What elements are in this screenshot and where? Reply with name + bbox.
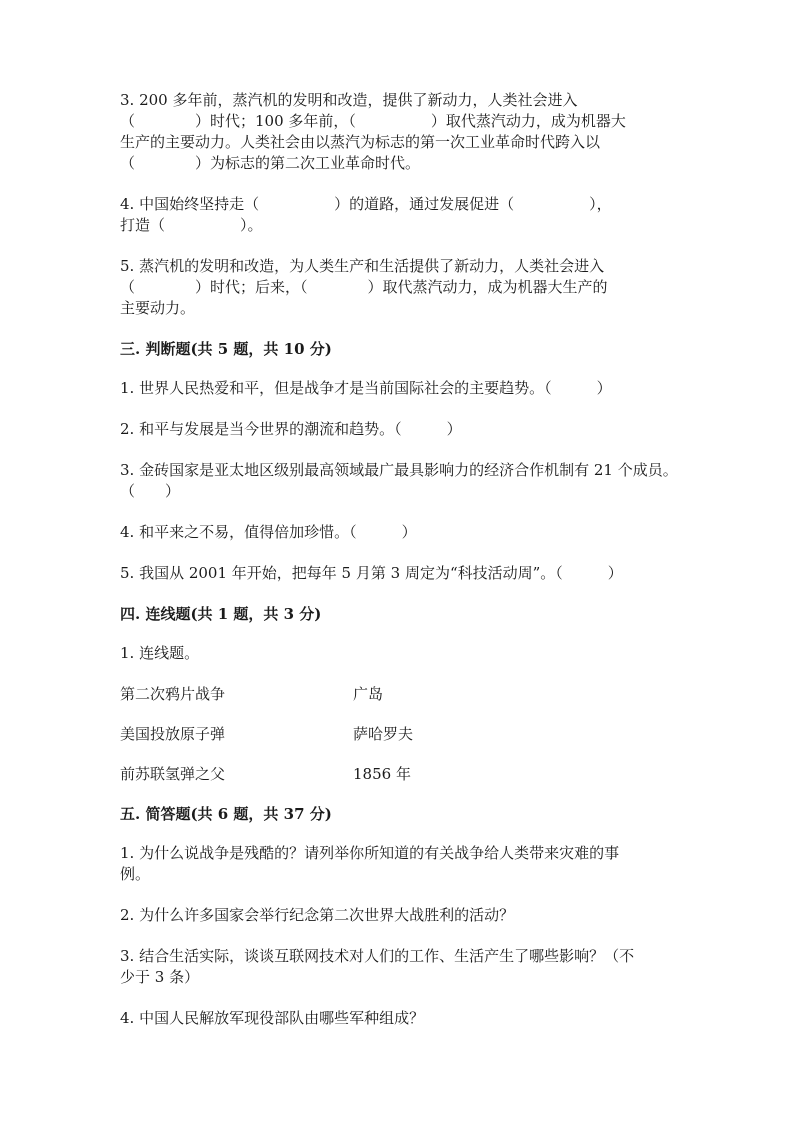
matching-right-item: 1856 年: [353, 765, 411, 783]
matching-left-item: 前苏联氢弹之父: [120, 765, 226, 783]
fill-blank-question-4: 4. 中国始终坚持走（ ）的道路，通过发展促进（ ）， 打造（ ）。: [120, 195, 612, 234]
judge-question-1: 1. 世界人民热爱和平，但是战争才是当前国际社会的主要趋势。（ ）: [120, 379, 612, 397]
section-heading-short-answer: 五. 简答题(共 6 题，共 37 分): [120, 805, 332, 823]
judge-question-2: 2. 和平与发展是当今世界的潮流和趋势。（ ）: [120, 420, 462, 438]
judge-question-5: 5. 我国从 2001 年开始，把每年 5 月第 3 周定为“科技活动周”。（ ）: [120, 564, 623, 582]
fill-blank-question-5: 5. 蒸汽机的发明和改造，为人类生产和生活提供了新动力，人类社会进入 （ ）时代；后来，（ ）取代蒸汽动力，成为机器大生产的 主要动力。: [120, 257, 608, 317]
matching-row: [120, 684, 680, 705]
matching-right-item: 萨哈罗夫: [353, 725, 414, 743]
short-answer-question-2: 2. 为什么许多国家会举行纪念第二次世界大战胜利的活动？: [120, 906, 515, 924]
matching-right-item: 广岛: [353, 685, 384, 703]
section-heading-judge: 三. 判断题(共 5 题，共 10 分): [120, 340, 332, 358]
matching-left-item: 美国投放原子弹: [120, 725, 226, 743]
judge-question-4: 4. 和平来之不易，值得倍加珍惜。（ ）: [120, 523, 417, 541]
matching-question-1: 1. 连线题。: [120, 644, 200, 662]
matching-left-item: 第二次鸦片战争: [120, 685, 226, 703]
short-answer-question-1: 1. 为什么说战争是残酷的？请列举你所知道的有关战争给人类带来灾难的事 例。: [120, 844, 620, 883]
section-heading-matching: 四. 连线题(共 1 题，共 3 分): [120, 605, 322, 623]
fill-blank-question-3: 3. 200 多年前，蒸汽机的发明和改造，提供了新动力，人类社会进入 （ ）时代；100 多年前，（ ）取代蒸汽动力，成为机器大 生产的主要动力。人类社会由以蒸汽为标志的第一次工业革命时代跨入以 （ ）为标志的第二次工业革命时代。: [120, 91, 626, 172]
matching-row: [120, 764, 680, 785]
matching-row: [120, 724, 680, 745]
document-page: [120, 90, 680, 1049]
judge-question-3: 3. 金砖国家是亚太地区级别最高领域最广最具影响力的经济合作机制有 21 个成员。（ ）: [120, 461, 678, 500]
short-answer-question-4: 4. 中国人民解放军现役部队由哪些军种组成？: [120, 1009, 425, 1027]
short-answer-question-3: 3. 结合生活实际，谈谈互联网技术对人们的工作、生活产生了哪些影响？（不 少于 3 条）: [120, 947, 635, 986]
